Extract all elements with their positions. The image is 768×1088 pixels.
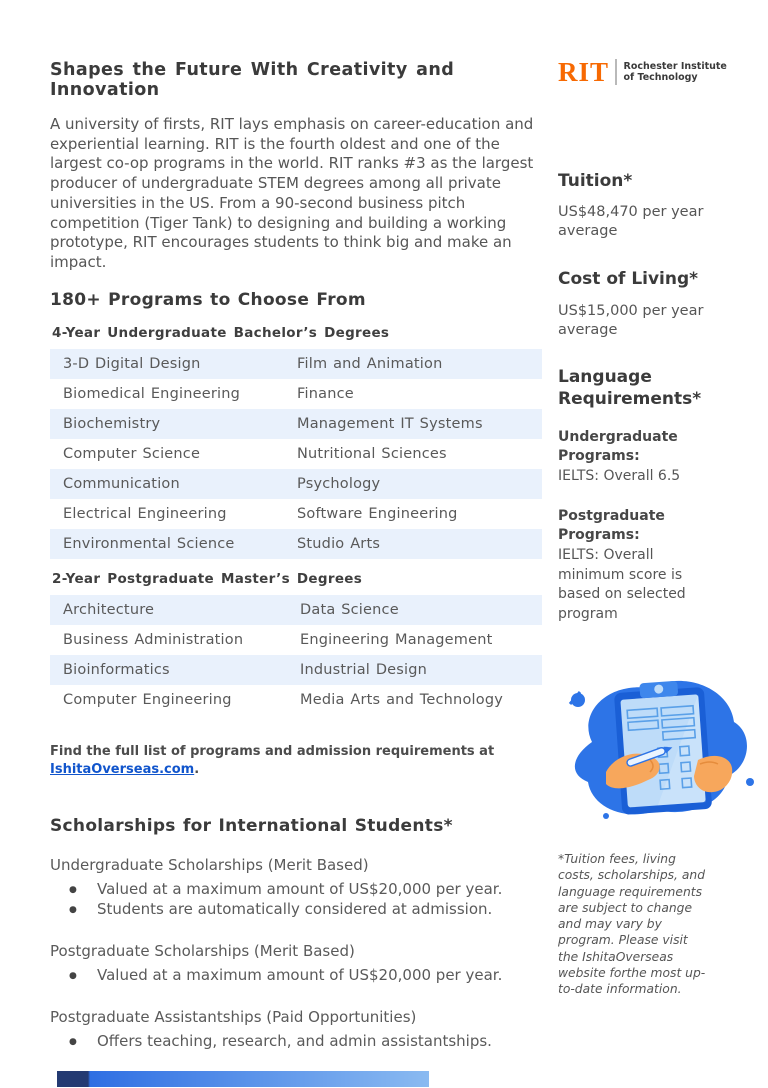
- program-cell: Studio Arts: [297, 535, 381, 552]
- undergrad-programs-table: [50, 349, 542, 559]
- disclaimer-footnote: *Tuition fees, living costs, scholarships, and language requirements are subject to change and may vary by program. Please visit the IshitaOverseas website forthe most up-to-date information.: [558, 852, 706, 997]
- program-cell: Computer Engineering: [63, 691, 232, 708]
- program-cell: Industrial Design: [300, 661, 428, 678]
- program-row: [50, 439, 542, 469]
- rit-logo-name-line2: of Technology: [623, 72, 698, 83]
- rit-logo-name: [624, 61, 727, 84]
- find-programs-text: Find the full list of programs and admission requirements at: [50, 743, 495, 759]
- scholarship-group-heading: Undergraduate Scholarships (Merit Based): [50, 855, 369, 874]
- ishitaoverseas-link[interactable]: IshitaOverseas.com: [50, 761, 195, 777]
- programs-title: 180+ Programs to Choose From: [50, 289, 366, 310]
- program-cell: Software Engineering: [297, 505, 458, 522]
- program-cell: Data Science: [300, 601, 399, 618]
- program-cell: Film and Animation: [297, 355, 443, 372]
- scholarship-bullets: [50, 1031, 542, 1051]
- find-programs-note: [50, 743, 520, 779]
- scholarships-title: Scholarships for International Students*: [50, 815, 453, 836]
- program-cell: Electrical Engineering: [63, 505, 227, 522]
- logo-divider: [615, 59, 617, 85]
- program-row: [50, 469, 542, 499]
- program-row: [50, 529, 542, 559]
- program-cell: Media Arts and Technology: [300, 691, 503, 708]
- program-cell: Bioinformatics: [63, 661, 170, 678]
- bullet-item: ● Valued at a maximum amount of US$20,000 per year.: [50, 965, 542, 985]
- program-row: [50, 685, 542, 715]
- program-cell: Environmental Science: [63, 535, 235, 552]
- cost-of-living-title: Cost of Living*: [558, 269, 699, 289]
- program-cell: Computer Science: [63, 445, 201, 462]
- program-row: [50, 349, 542, 379]
- program-cell: Nutritional Sciences: [297, 445, 447, 462]
- program-row: [50, 595, 542, 625]
- scholarship-group-heading: Postgraduate Assistantships (Paid Opportunities): [50, 1007, 417, 1026]
- cost-of-living-value: US$15,000 per year average: [558, 303, 704, 338]
- scholarship-group: [50, 1008, 542, 1051]
- program-row: [50, 499, 542, 529]
- main-column: [50, 60, 542, 1074]
- program-cell: Communication: [63, 475, 180, 492]
- clipboard-form-icon: [554, 664, 764, 822]
- scholarship-bullets: [50, 879, 542, 919]
- scholarship-group: [50, 856, 542, 919]
- intro-paragraph: A university of firsts, RIT lays emphasis on career-education and experiential learning. RIT is the fourth oldest and one of the largest co-op programs in the world. RIT ranks #3 as the largest producer of undergraduate STEM degrees among all private universities in the US. From a 90-second business pitch competition (Tiger Tank) to designing and building a working prototype, RIT encourages students to think big and make an impact.: [50, 115, 534, 271]
- page-title: Shapes the Future With Creativity and Innovation: [50, 60, 455, 100]
- clipboard-illustration: [554, 664, 764, 822]
- program-cell: Biochemistry: [63, 415, 161, 432]
- rit-logo: [558, 58, 727, 86]
- postgrad-programs-table: [50, 595, 542, 715]
- bullet-item: ● Valued at a maximum amount of US$20,000 per year.: [50, 879, 542, 899]
- program-row: [50, 655, 542, 685]
- undergrad-ielts-value: IELTS: Overall 6.5: [558, 468, 681, 484]
- postgrad-ielts-value: IELTS: Overall minimum score is based on selected program: [558, 547, 686, 622]
- undergrad-subtitle: 4-Year Undergraduate Bachelor’s Degrees: [52, 324, 390, 341]
- scholarship-bullets: [50, 965, 542, 985]
- language-requirements-title: Language Requirements*: [558, 367, 702, 409]
- program-cell: 3-D Digital Design: [63, 355, 201, 372]
- program-row: [50, 409, 542, 439]
- program-cell: Finance: [297, 385, 354, 402]
- scholarship-group-heading: Postgraduate Scholarships (Merit Based): [50, 941, 355, 960]
- program-cell: Management IT Systems: [297, 415, 483, 432]
- program-cell: Biomedical Engineering: [63, 385, 241, 402]
- rit-logo-abbr: RIT: [558, 57, 610, 87]
- program-row: [50, 625, 542, 655]
- program-row: [50, 379, 542, 409]
- postgrad-programs-label: Postgraduate Programs:: [558, 508, 665, 543]
- program-cell: Business Administration: [63, 631, 244, 648]
- scholarship-group: [50, 942, 542, 985]
- program-cell: Psychology: [297, 475, 381, 492]
- program-cell: Engineering Management: [300, 631, 493, 648]
- footer-accent-bar: [57, 1071, 429, 1087]
- postgrad-subtitle: 2-Year Postgraduate Master’s Degrees: [52, 570, 363, 587]
- tuition-title: Tuition*: [558, 171, 633, 191]
- undergrad-programs-label: Undergraduate Programs:: [558, 429, 678, 464]
- scholarships-list: [50, 856, 542, 1051]
- find-programs-suffix: .: [194, 761, 200, 777]
- rit-logo-name-line1: Rochester Institute: [623, 60, 727, 72]
- bullet-item: ● Students are automatically considered at admission.: [50, 899, 542, 919]
- bullet-item: ● Offers teaching, research, and admin assistantships.: [50, 1031, 542, 1051]
- tuition-value: US$48,470 per year average: [558, 204, 704, 239]
- program-cell: Architecture: [63, 601, 155, 618]
